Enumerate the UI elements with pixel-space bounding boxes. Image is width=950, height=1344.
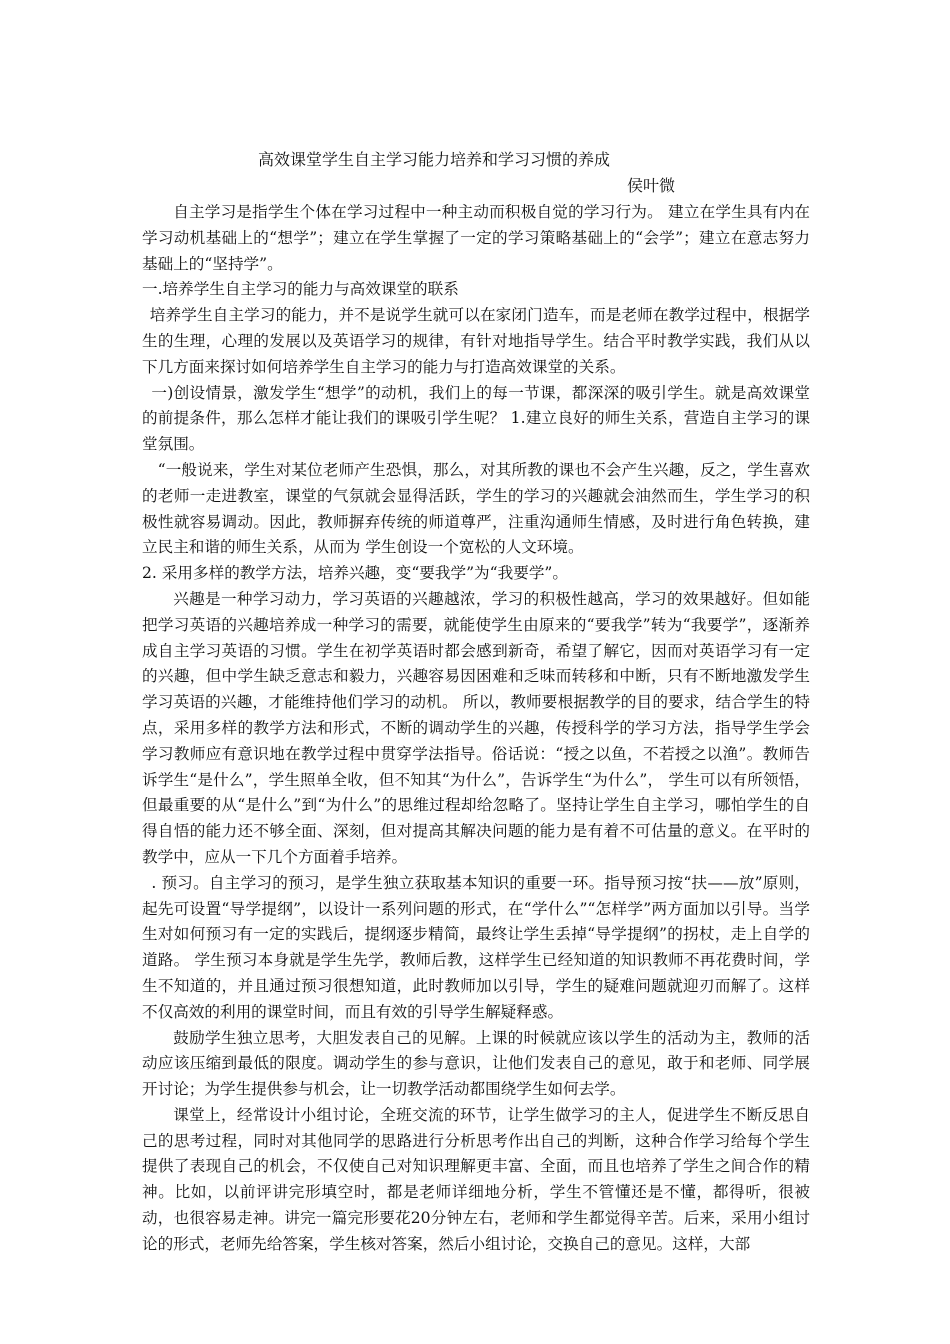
paragraph: . 预习。自主学习的预习，是学生独立获取基本知识的重要一环。指导预习按“扶——放”原则，起先可设置“导学提纲”，以设计一系列问题的形式，在“学什么”“怎样学”两方面加以引导。当学生对如何预习有一定的实践后，提纲逐步精简，最终让学生丢掉“导学提纲”的拐杖，走上自学的道路。 学生预习本身就是学生先学，教师后教，这样学生已经知道的知识教师不再花费时间，学生不知道的，并且通过预习很想知道，此时教师加以引导，学生的疑难问题就迎刃而解了。这样不仅高效的利用的课堂时间，而且有效的引导学生解疑释惑。 <box>142 873 810 1021</box>
paragraph-heading: 2. 采用多样的教学方法，培养兴趣，变“要我学”为“我要学”。 <box>142 564 568 583</box>
paragraph: 课堂上，经常设计小组讨论，全班交流的环节，让学生做学习的主人，促进学生不断反思自己的思考过程，同时对其他同学的思路进行分析思考作出自己的判断，这种合作学习给每个学生提供了表现自己的机会，不仅使自己对知识理解更丰富、全面，而且也培养了学生之间合作的精神。比如，以前评讲完形填空时，都是老师详细地分析，学生不管懂还是不懂，都得听，很被动，也很容易走神。讲完一篇完形要花20分钟左右，老师和学生都觉得辛苦。后来，采用小组讨论的形式，老师先给答案，学生核对答案，然后小组讨论，交换自己的意见。这样，大部 <box>142 1105 810 1253</box>
paragraph-intro: 自主学习是指学生个体在学习过程中一种主动而积极自觉的学习行为。 建立在学生具有内在学习动机基础上的“想学”；建立在学生掌握了一定的学习策略基础上的“会学”；建立在意志努力基础上的“坚持学”。 <box>142 203 810 273</box>
paragraph: 鼓励学生独立思考，大胆发表自己的见解。上课的时候就应该以学生的活动为主，教师的活动应该压缩到最低的限度。调动学生的参与意识，让他们发表自己的意见，敢于和老师、同学展开讨论；为学生提供参与机会，让一切教学活动都围绕学生如何去学。 <box>142 1028 810 1099</box>
paragraph: 兴趣是一种学习动力，学习英语的兴趣越浓，学习的积极性越高，学习的效果越好。但如能把学习英语的兴趣培养成一种学习的需要，就能使学生由原来的“要我学”转为“我要学”，逐渐养成自主学习英语的习惯。学生在初学英语时都会感到新奇，希望了解它，因而对英语学习有一定的兴趣，但中学生缺乏意志和毅力，兴趣容易因困难和乏味而转移和中断，只有不断地激发学生学习英语的兴趣，才能维持他们学习的动机。 所以，教师要根据教学的目的要求，结合学生的特点，采用多样的教学方法和形式，不断的调动学生的兴趣，传授科学的学习方法，指导学生学会学习教师应有意识地在教学过程中贯穿学法指导。俗话说：“授之以鱼，不若授之以渔”。教师告诉学生“是什么”，学生照单全收，但不知其“为什么”，告诉学生“为什么”， 学生可以有所领悟，但最重要的从“是什么”到“为什么”的思维过程却给忽略了。坚持让学生自主学习，哪怕学生的自得自悟的能力还不够全面、深刻，但对提高其解决问题的能力是有着不可估量的意义。在平时的教学中，应从一下几个方面着手培养。 <box>142 589 810 866</box>
document-author: 侯叶微 <box>627 176 676 195</box>
paragraph: 一)创设情景，激发学生“想学”的动机，我们上的每一节课，都深深的吸引学生。就是高效课堂的前提条件，那么怎样才能让我们的课吸引学生呢？ 1.建立良好的师生关系，营造自主学习的课堂氛围。 <box>142 383 810 454</box>
paragraph: 培养学生自主学习的能力，并不是说学生就可以在家闭门造车，而是老师在教学过程中，根据学生的生理，心理的发展以及英语学习的规律，有针对地指导学生。结合平时教学实践，我们从以下几方面来探讨如何培养学生自主学习的能力与打造高效课堂的关系。 <box>142 306 810 376</box>
document-title: 高效课堂学生自主学习能力培养和学习习惯的养成 <box>258 150 611 169</box>
document-body <box>142 200 810 1258</box>
section-heading: 一.培养学生自主学习的能力与高效课堂的联系 <box>142 280 459 299</box>
paragraph: “一般说来，学生对某位老师产生恐惧，那么，对其所教的课也不会产生兴趣，反之，学生喜欢的老师一走进教室，课堂的气氛就会显得活跃，学生的学习的兴趣就会油然而生，学生学习的积极性就容易调动。因此，教师摒弃传统的师道尊严，注重沟通师生情感，及时进行角色转换，建立民主和谐的师生关系，从而为 学生创设一个宽松的人文环境。 <box>142 460 810 557</box>
